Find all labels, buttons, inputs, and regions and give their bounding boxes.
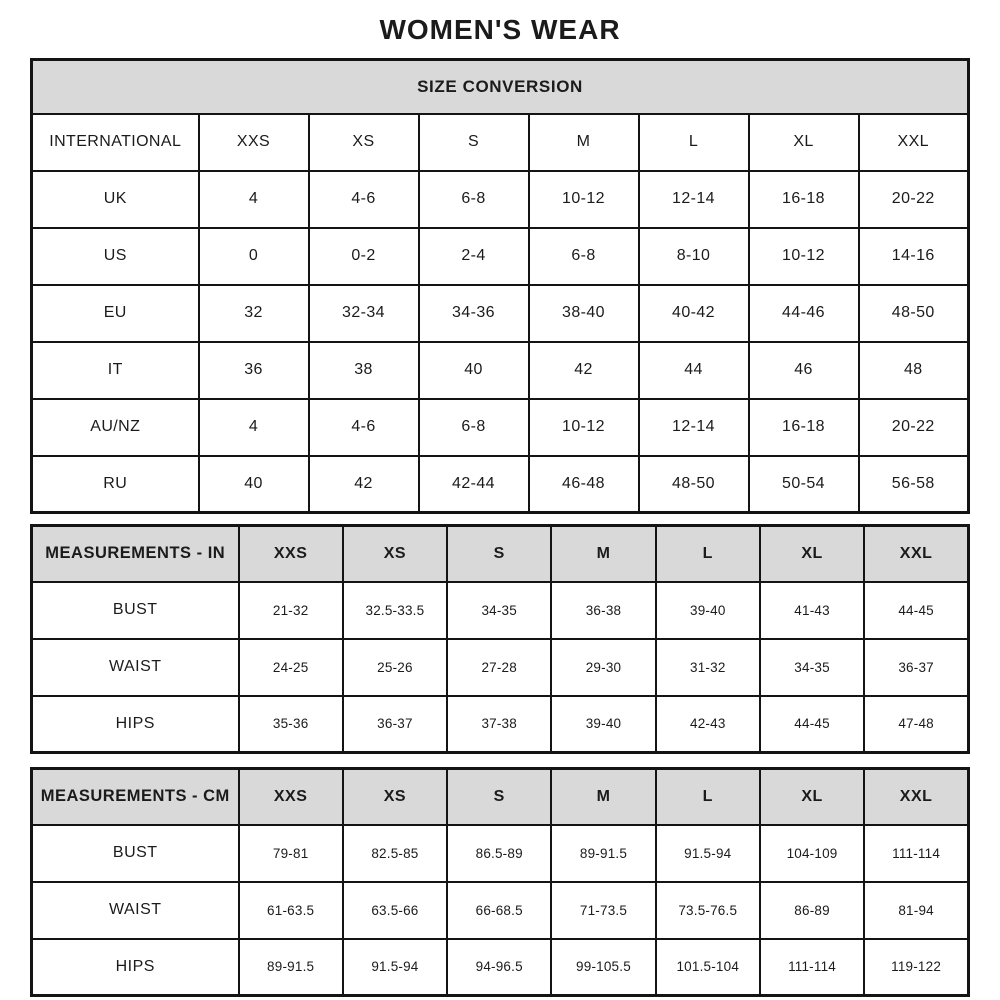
value-cell: 44-46 bbox=[749, 285, 859, 342]
value-cell: 34-36 bbox=[419, 285, 529, 342]
value-cell: 48-50 bbox=[639, 456, 749, 513]
table-row bbox=[32, 582, 969, 639]
value-cell: 86.5-89 bbox=[447, 825, 551, 882]
value-cell: 47-48 bbox=[864, 696, 968, 753]
table-row bbox=[32, 342, 969, 399]
value-cell: 32-34 bbox=[309, 285, 419, 342]
table-row bbox=[32, 399, 969, 456]
column-header-cell: XL bbox=[760, 769, 864, 825]
column-header-cell: XXL bbox=[859, 114, 969, 171]
column-header-cell: XXS bbox=[239, 526, 343, 582]
column-header-row bbox=[32, 114, 969, 171]
value-cell: 4 bbox=[199, 171, 309, 228]
value-cell: 20-22 bbox=[859, 399, 969, 456]
value-cell: 27-28 bbox=[447, 639, 551, 696]
row-label-cell: WAIST bbox=[32, 639, 239, 696]
table-row bbox=[32, 171, 969, 228]
value-cell: 94-96.5 bbox=[447, 939, 551, 996]
column-header-cell: MEASUREMENTS - CM bbox=[32, 769, 239, 825]
column-header-cell: M bbox=[529, 114, 639, 171]
column-header-cell: MEASUREMENTS - IN bbox=[32, 526, 239, 582]
value-cell: 34-35 bbox=[760, 639, 864, 696]
table-title-row bbox=[32, 60, 969, 114]
value-cell: 32 bbox=[199, 285, 309, 342]
value-cell: 44-45 bbox=[864, 582, 968, 639]
value-cell: 101.5-104 bbox=[656, 939, 760, 996]
value-cell: 104-109 bbox=[760, 825, 864, 882]
value-cell: 38 bbox=[309, 342, 419, 399]
value-cell: 99-105.5 bbox=[551, 939, 655, 996]
value-cell: 31-32 bbox=[656, 639, 760, 696]
value-cell: 81-94 bbox=[864, 882, 968, 939]
value-cell: 16-18 bbox=[749, 399, 859, 456]
value-cell: 42-43 bbox=[656, 696, 760, 753]
row-label-cell: HIPS bbox=[32, 939, 239, 996]
value-cell: 0 bbox=[199, 228, 309, 285]
value-cell: 48-50 bbox=[859, 285, 969, 342]
column-header-cell: XS bbox=[343, 526, 447, 582]
value-cell: 119-122 bbox=[864, 939, 968, 996]
row-label-cell: HIPS bbox=[32, 696, 239, 753]
value-cell: 91.5-94 bbox=[656, 825, 760, 882]
value-cell: 6-8 bbox=[419, 171, 529, 228]
row-label-cell: EU bbox=[32, 285, 199, 342]
value-cell: 42 bbox=[309, 456, 419, 513]
column-header-cell: L bbox=[639, 114, 749, 171]
value-cell: 39-40 bbox=[551, 696, 655, 753]
value-cell: 37-38 bbox=[447, 696, 551, 753]
measurements-cm-table bbox=[30, 767, 970, 997]
value-cell: 29-30 bbox=[551, 639, 655, 696]
value-cell: 44-45 bbox=[760, 696, 864, 753]
value-cell: 10-12 bbox=[529, 399, 639, 456]
row-label-cell: UK bbox=[32, 171, 199, 228]
table-row bbox=[32, 696, 969, 753]
value-cell: 2-4 bbox=[419, 228, 529, 285]
value-cell: 50-54 bbox=[749, 456, 859, 513]
value-cell: 12-14 bbox=[639, 399, 749, 456]
value-cell: 10-12 bbox=[749, 228, 859, 285]
value-cell: 73.5-76.5 bbox=[656, 882, 760, 939]
value-cell: 61-63.5 bbox=[239, 882, 343, 939]
value-cell: 36 bbox=[199, 342, 309, 399]
row-label-cell: RU bbox=[32, 456, 199, 513]
page-title: WOMEN'S WEAR bbox=[379, 14, 621, 45]
value-cell: 6-8 bbox=[529, 228, 639, 285]
row-label-cell: WAIST bbox=[32, 882, 239, 939]
value-cell: 39-40 bbox=[656, 582, 760, 639]
value-cell: 20-22 bbox=[859, 171, 969, 228]
value-cell: 89-91.5 bbox=[551, 825, 655, 882]
value-cell: 40 bbox=[199, 456, 309, 513]
value-cell: 32.5-33.5 bbox=[343, 582, 447, 639]
value-cell: 63.5-66 bbox=[343, 882, 447, 939]
column-header-cell: M bbox=[551, 526, 655, 582]
column-header-cell: S bbox=[447, 526, 551, 582]
column-header-cell: XL bbox=[760, 526, 864, 582]
column-header-cell: INTERNATIONAL bbox=[32, 114, 199, 171]
value-cell: 36-38 bbox=[551, 582, 655, 639]
value-cell: 6-8 bbox=[419, 399, 529, 456]
column-header-cell: XXL bbox=[864, 769, 968, 825]
value-cell: 14-16 bbox=[859, 228, 969, 285]
column-header-cell: XXL bbox=[864, 526, 968, 582]
column-header-cell: L bbox=[656, 526, 760, 582]
value-cell: 71-73.5 bbox=[551, 882, 655, 939]
value-cell: 24-25 bbox=[239, 639, 343, 696]
column-header-row bbox=[32, 769, 969, 825]
table-row bbox=[32, 825, 969, 882]
value-cell: 42 bbox=[529, 342, 639, 399]
value-cell: 36-37 bbox=[343, 696, 447, 753]
row-label-cell: BUST bbox=[32, 582, 239, 639]
value-cell: 46 bbox=[749, 342, 859, 399]
table-row bbox=[32, 939, 969, 996]
value-cell: 56-58 bbox=[859, 456, 969, 513]
value-cell: 89-91.5 bbox=[239, 939, 343, 996]
column-header-cell: S bbox=[447, 769, 551, 825]
value-cell: 0-2 bbox=[309, 228, 419, 285]
table-title: SIZE CONVERSION bbox=[32, 60, 969, 114]
row-label-cell: AU/NZ bbox=[32, 399, 199, 456]
row-label-cell: US bbox=[32, 228, 199, 285]
table-row bbox=[32, 456, 969, 513]
column-header-row bbox=[32, 526, 969, 582]
column-header-cell: XS bbox=[343, 769, 447, 825]
measurements-in-table bbox=[30, 524, 970, 754]
row-label-cell: IT bbox=[32, 342, 199, 399]
value-cell: 46-48 bbox=[529, 456, 639, 513]
value-cell: 40 bbox=[419, 342, 529, 399]
value-cell: 86-89 bbox=[760, 882, 864, 939]
column-header-cell: XXS bbox=[239, 769, 343, 825]
value-cell: 16-18 bbox=[749, 171, 859, 228]
table-row bbox=[32, 882, 969, 939]
column-header-cell: XXS bbox=[199, 114, 309, 171]
value-cell: 12-14 bbox=[639, 171, 749, 228]
value-cell: 34-35 bbox=[447, 582, 551, 639]
value-cell: 8-10 bbox=[639, 228, 749, 285]
value-cell: 44 bbox=[639, 342, 749, 399]
value-cell: 38-40 bbox=[529, 285, 639, 342]
table-row bbox=[32, 639, 969, 696]
value-cell: 91.5-94 bbox=[343, 939, 447, 996]
value-cell: 4-6 bbox=[309, 399, 419, 456]
value-cell: 21-32 bbox=[239, 582, 343, 639]
column-header-cell: M bbox=[551, 769, 655, 825]
column-header-cell: L bbox=[656, 769, 760, 825]
value-cell: 79-81 bbox=[239, 825, 343, 882]
column-header-cell: S bbox=[419, 114, 529, 171]
value-cell: 82.5-85 bbox=[343, 825, 447, 882]
value-cell: 10-12 bbox=[529, 171, 639, 228]
value-cell: 40-42 bbox=[639, 285, 749, 342]
column-header-cell: XL bbox=[749, 114, 859, 171]
table-row bbox=[32, 228, 969, 285]
value-cell: 4-6 bbox=[309, 171, 419, 228]
value-cell: 36-37 bbox=[864, 639, 968, 696]
value-cell: 41-43 bbox=[760, 582, 864, 639]
value-cell: 4 bbox=[199, 399, 309, 456]
column-header-cell: XS bbox=[309, 114, 419, 171]
value-cell: 42-44 bbox=[419, 456, 529, 513]
value-cell: 111-114 bbox=[760, 939, 864, 996]
table-row bbox=[32, 285, 969, 342]
value-cell: 48 bbox=[859, 342, 969, 399]
value-cell: 66-68.5 bbox=[447, 882, 551, 939]
size-conversion-table bbox=[30, 58, 970, 514]
value-cell: 35-36 bbox=[239, 696, 343, 753]
value-cell: 25-26 bbox=[343, 639, 447, 696]
value-cell: 111-114 bbox=[864, 825, 968, 882]
row-label-cell: BUST bbox=[32, 825, 239, 882]
